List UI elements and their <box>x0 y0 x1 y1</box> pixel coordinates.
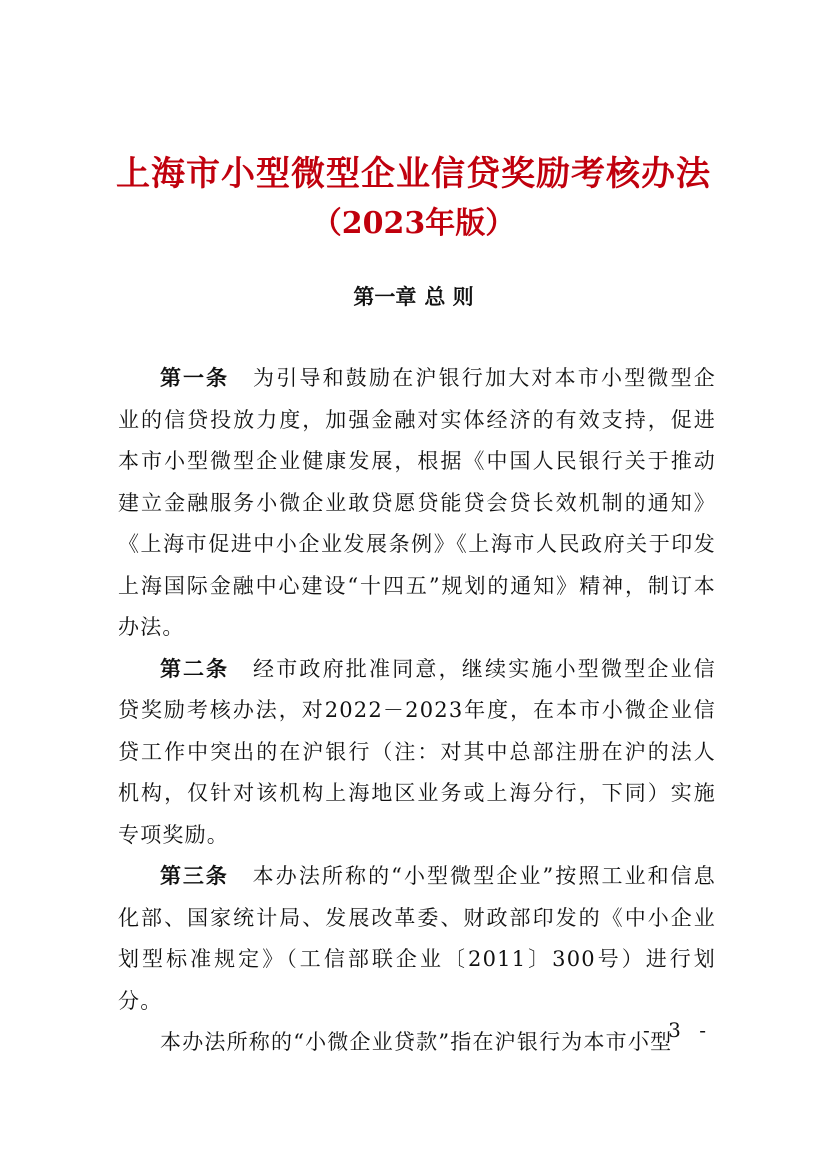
chapter-number: 第一章 <box>353 285 417 309</box>
article-2 <box>118 649 716 857</box>
article-1 <box>118 358 716 649</box>
document-body <box>118 358 716 1064</box>
article-2-label: 第二条 <box>160 656 229 681</box>
article-3-label: 第三条 <box>160 864 229 888</box>
document-title: 上海市小型微型企业信贷奖励考核办法 <box>116 154 711 194</box>
article-2-text: 经市政府批准同意，继续实施小型微型企业信贷奖励考核办法，对2022－2023年度，在本市小微企业信贷工作中突出的在沪银行（注：对其中总部注册在沪的法人机构，仅针对该机构上海地区业务或上海分行，下同）实施专项奖励。 <box>118 656 716 847</box>
page-number: - 3 - <box>643 1018 712 1042</box>
article-3 <box>118 856 716 1022</box>
document-subtitle: （2023年版） <box>311 206 516 241</box>
article-1-text: 为引导和鼓励在沪银行加大对本市小型微型企业的信贷投放力度，加强金融对实体经济的有效支持，促进本市小型微型企业健康发展，根据《中国人民银行关于推动建立金融服务小微企业敢贷愿贷能贷会贷长效机制的通知》《上海市促进中小企业发展条例》《上海市人民政府关于印发上海国际金融中心建设“十四五”规划的通知》精神，制订本办法。 <box>118 366 716 639</box>
continuation-paragraph: 本办法所称的“小微企业贷款”指在沪银行为本市小型 <box>160 1030 673 1054</box>
chapter-heading <box>0 280 827 314</box>
article-1-label: 第一条 <box>160 366 229 390</box>
article-3-text: 本办法所称的“小型微型企业”按照工业和信息化部、国家统计局、发展改革委、财政部印发的《中小企业划型标准规定》（工信部联企业〔2011〕300号）进行划分。 <box>118 864 717 1013</box>
chapter-name: 总 则 <box>424 285 474 309</box>
title-block <box>0 148 827 248</box>
